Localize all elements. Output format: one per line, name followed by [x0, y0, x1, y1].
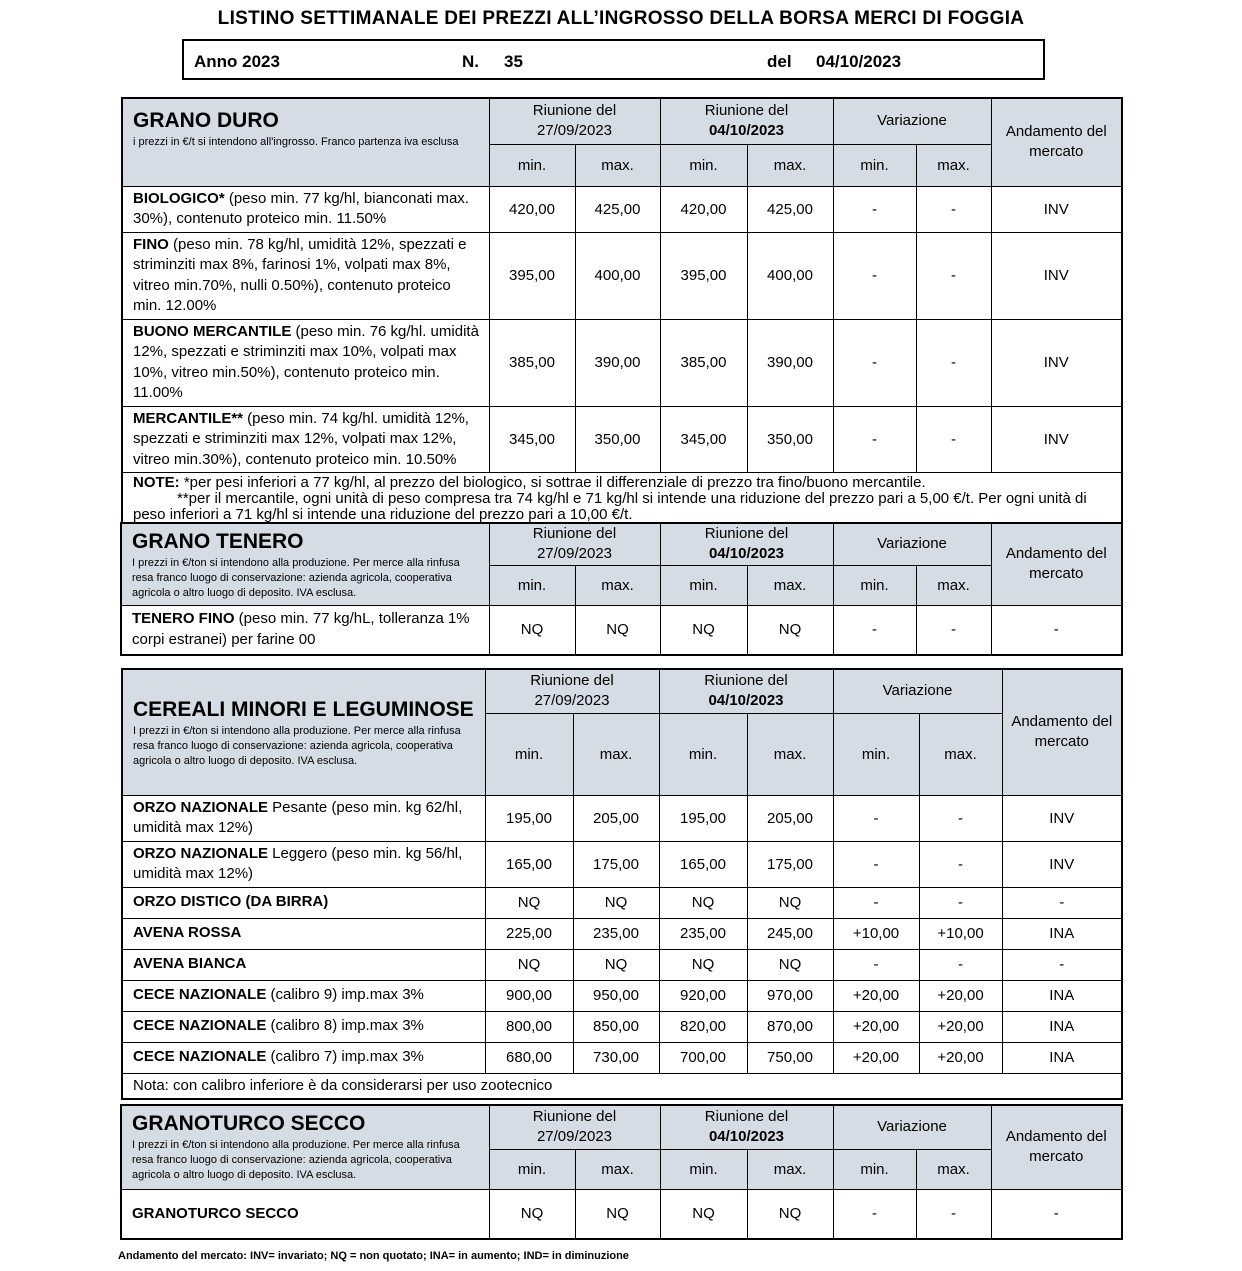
- market-trend: INV: [1002, 841, 1122, 887]
- product-spec: Pesante (peso min. kg 62/hl, umidità max 12%): [133, 798, 463, 836]
- min-column-header: min.: [659, 713, 747, 795]
- variation-min: +10,00: [833, 918, 919, 949]
- riunione-prev-header: Riunione del 27/09/2023: [489, 98, 660, 144]
- variation-min: +20,00: [833, 980, 919, 1011]
- product-name: ORZO DISTICO (DA BIRRA): [133, 893, 329, 911]
- market-trend: INV: [991, 406, 1122, 473]
- prev-max-price: NQ: [575, 1189, 660, 1239]
- table-row: [122, 1011, 1122, 1042]
- prev-min-price: NQ: [485, 949, 573, 980]
- section-description: I prezzi in €/ton si intendono alla produzione. Per merce alla rinfusa resa franco luogo di conservazione: azienda agricola, cooperativa agricola o altro luogo di deposito. IVA esclusa.: [132, 1139, 460, 1181]
- curr-min-price: 920,00: [659, 980, 747, 1011]
- prev-max-price: 390,00: [575, 319, 660, 406]
- table-row: [122, 1042, 1122, 1073]
- andamento-header: Andamento del mercato: [991, 1105, 1122, 1189]
- number-value: 35: [504, 52, 523, 71]
- prev-max-price: NQ: [573, 887, 659, 918]
- variation-max: -: [916, 232, 991, 319]
- market-trend-legend: Andamento del mercato: INV= invariato; NQ = non quotato; INA= in aumento; IND= in diminuzione: [118, 1250, 629, 1262]
- table-row: [121, 1189, 1122, 1239]
- prev-min-price: 165,00: [485, 841, 573, 887]
- product-name: ORZO NAZIONALE: [133, 798, 268, 816]
- product-spec: (calibro 7) imp.max 3%: [266, 1048, 424, 1066]
- variazione-header: Variazione: [833, 1105, 991, 1149]
- table-row: [122, 406, 1122, 473]
- anno-label: Anno 2023: [194, 52, 280, 71]
- variazione-header: Variazione: [833, 523, 991, 565]
- product-description: [122, 1042, 485, 1073]
- product-description: [122, 980, 485, 1011]
- curr-max-price: 205,00: [747, 795, 833, 841]
- curr-min-price: 195,00: [659, 795, 747, 841]
- variation-max: -: [916, 406, 991, 473]
- market-trend: -: [991, 605, 1122, 655]
- max-column-header: max.: [747, 144, 833, 186]
- market-trend: -: [1002, 949, 1122, 980]
- grano-duro-table: [121, 97, 1123, 527]
- max-column-header: max.: [575, 144, 660, 186]
- section-header-cereali: [122, 669, 485, 795]
- table-row: [122, 841, 1122, 887]
- product-name: AVENA BIANCA: [133, 955, 247, 973]
- prev-min-price: NQ: [485, 887, 573, 918]
- curr-max-price: NQ: [747, 887, 833, 918]
- section-header-grano-duro: [122, 98, 489, 186]
- max-column-header: max.: [747, 1149, 833, 1189]
- variation-max: +20,00: [919, 1042, 1002, 1073]
- document-title: LISTINO SETTIMANALE DEI PREZZI ALL’INGROSSO DELLA BORSA MERCI DI FOGGIA: [217, 8, 1025, 29]
- section-header-grano-tenero: [121, 523, 489, 605]
- table-row: [122, 319, 1122, 406]
- market-trend: INA: [1002, 918, 1122, 949]
- product-name: FINO: [133, 235, 169, 253]
- prev-max-price: NQ: [573, 949, 659, 980]
- max-column-header: max.: [575, 565, 660, 605]
- notes: [122, 473, 1122, 527]
- market-trend: -: [991, 1189, 1122, 1239]
- variation-max: -: [919, 887, 1002, 918]
- variation-max: -: [919, 949, 1002, 980]
- product-name: MERCANTILE**: [133, 409, 244, 427]
- min-column-header: min.: [833, 565, 916, 605]
- curr-min-price: 420,00: [660, 186, 747, 232]
- product-description: [122, 918, 485, 949]
- product-name: CECE NAZIONALE: [133, 1017, 267, 1035]
- prev-min-price: 680,00: [485, 1042, 573, 1073]
- min-column-header: min.: [833, 713, 919, 795]
- max-column-header: max.: [916, 1149, 991, 1189]
- prev-min-price: NQ: [489, 605, 575, 655]
- prev-max-price: 950,00: [573, 980, 659, 1011]
- curr-min-price: 345,00: [660, 406, 747, 473]
- riunione-prev-header: Riunione del 27/09/2023: [489, 523, 660, 565]
- max-column-header: max.: [747, 713, 833, 795]
- variation-max: +10,00: [919, 918, 1002, 949]
- variation-min: -: [833, 841, 919, 887]
- product-description: [122, 232, 489, 319]
- variation-max: -: [916, 1189, 991, 1239]
- market-trend: INA: [1002, 1042, 1122, 1073]
- product-description: [122, 841, 485, 887]
- product-spec: Leggero (peso min. kg 56/hl, umidità max 12%): [133, 844, 463, 882]
- product-description: [122, 319, 489, 406]
- product-description: [122, 949, 485, 980]
- curr-min-price: 700,00: [659, 1042, 747, 1073]
- table-row: [121, 605, 1122, 655]
- variation-max: -: [916, 605, 991, 655]
- table-row: [122, 186, 1122, 232]
- table-row: [122, 795, 1122, 841]
- prev-max-price: 425,00: [575, 186, 660, 232]
- max-column-header: max.: [575, 1149, 660, 1189]
- market-trend: INV: [991, 232, 1122, 319]
- note-2: **per il mercantile, ogni unità di peso compresa tra 74 kg/hl e 71 kg/hl si intende una riduzione del prezzo pari a 5,00 €/t. Per ogni unità di peso inferiori a 71 kg/hl si intende una riduzione del prezzo pari a 10,00 €/t.: [133, 490, 1087, 523]
- variation-min: -: [833, 406, 916, 473]
- riunione-curr-header: Riunione del 04/10/2023: [660, 98, 833, 144]
- max-column-header: max.: [919, 713, 1002, 795]
- market-trend: INA: [1002, 1011, 1122, 1042]
- product-description: [122, 795, 485, 841]
- product-description: [122, 1011, 485, 1042]
- variation-min: -: [833, 795, 919, 841]
- product-name: ORZO NAZIONALE: [133, 844, 268, 862]
- variation-min: -: [833, 1189, 916, 1239]
- section-title: GRANOTURCO SECCO: [132, 1112, 366, 1135]
- market-trend: -: [1002, 887, 1122, 918]
- prev-max-price: 205,00: [573, 795, 659, 841]
- riunione-prev-header: Riunione del 27/09/2023: [485, 669, 659, 713]
- curr-max-price: 870,00: [747, 1011, 833, 1042]
- curr-min-price: NQ: [659, 887, 747, 918]
- calibro-note: Nota: con calibro inferiore è da considerarsi per uso zootecnico: [122, 1073, 1122, 1099]
- curr-max-price: 245,00: [747, 918, 833, 949]
- riunione-curr-header: Riunione del 04/10/2023: [660, 523, 833, 565]
- curr-min-price: 165,00: [659, 841, 747, 887]
- section-description: I prezzi in €/ton si intendono alla produzione. Per merce alla rinfusa resa franco luogo di conservazione: azienda agricola, cooperativa agricola o altro luogo di deposito. IVA esclusa.: [132, 557, 460, 599]
- product-spec: (peso min. 77 kg/hL, tolleranza 1% corpi estranei) per farine 00: [132, 610, 470, 648]
- product-spec: (peso min. 74 kg/hl. umidità 12%, spezzati e striminziti max 12%, volpati max 12%, vitreo min.30%), contenuto proteico min. 10.50%: [133, 409, 469, 468]
- curr-min-price: NQ: [660, 1189, 747, 1239]
- max-column-header: max.: [916, 144, 991, 186]
- product-description: [122, 406, 489, 473]
- notes-label: NOTE:: [133, 474, 180, 491]
- prev-max-price: 730,00: [573, 1042, 659, 1073]
- max-column-header: max.: [747, 565, 833, 605]
- prev-min-price: 345,00: [489, 406, 575, 473]
- section-description: I prezzi in €/ton si intendono alla produzione. Per merce alla rinfusa resa franco luogo di conservazione: azienda agricola, cooperativa agricola o altro luogo di deposito. IVA esclusa.: [133, 725, 461, 767]
- prev-min-price: 420,00: [489, 186, 575, 232]
- notes-row: [122, 473, 1122, 527]
- prev-max-price: 850,00: [573, 1011, 659, 1042]
- product-spec: (peso min. 77 kg/hl, bianconati max. 30%), contenuto proteico min. 11.50%: [133, 189, 469, 227]
- curr-max-price: 400,00: [747, 232, 833, 319]
- variation-min: -: [833, 186, 916, 232]
- prev-min-price: 385,00: [489, 319, 575, 406]
- table-row: [122, 980, 1122, 1011]
- prev-min-price: 195,00: [485, 795, 573, 841]
- section-description: i prezzi in €/t si intendono all'ingrosso. Franco partenza iva esclusa: [133, 136, 459, 148]
- variation-max: -: [916, 319, 991, 406]
- curr-max-price: 425,00: [747, 186, 833, 232]
- min-column-header: min.: [833, 144, 916, 186]
- table-row: [122, 887, 1122, 918]
- section-title: GRANO TENERO: [132, 530, 304, 553]
- prev-max-price: 235,00: [573, 918, 659, 949]
- variation-min: -: [833, 949, 919, 980]
- product-description: [121, 1189, 489, 1239]
- variation-max: +20,00: [919, 980, 1002, 1011]
- max-column-header: max.: [916, 565, 991, 605]
- grano-tenero-table: [120, 522, 1123, 656]
- product-spec: (calibro 9) imp.max 3%: [266, 986, 424, 1004]
- note-1: *per pesi inferiori a 77 kg/hl, al prezzo del biologico, si sottrae il differenziale di prezzo tra fino/buono mercantile.: [179, 474, 926, 491]
- curr-max-price: 390,00: [747, 319, 833, 406]
- product-name: CECE NAZIONALE: [133, 986, 267, 1004]
- prev-max-price: 350,00: [575, 406, 660, 473]
- granoturco-secco-table: [120, 1104, 1123, 1240]
- table-row: [122, 232, 1122, 319]
- riunione-curr-header: Riunione del 04/10/2023: [660, 1105, 833, 1149]
- min-column-header: min.: [489, 144, 575, 186]
- curr-max-price: 750,00: [747, 1042, 833, 1073]
- variation-max: +20,00: [919, 1011, 1002, 1042]
- curr-min-price: NQ: [660, 605, 747, 655]
- product-spec: (peso min. 76 kg/hl. umidità 12%, spezzati e striminziti max 10%, volpati max 10%, vitreo min.50%), contenuto proteico min. 11.00%: [133, 322, 479, 401]
- variation-min: -: [833, 319, 916, 406]
- table-row: [122, 918, 1122, 949]
- section-header-granoturco: [121, 1105, 489, 1189]
- market-trend: INV: [991, 186, 1122, 232]
- andamento-header: Andamento del mercato: [991, 523, 1122, 605]
- curr-max-price: NQ: [747, 1189, 833, 1239]
- curr-max-price: 970,00: [747, 980, 833, 1011]
- curr-max-price: 350,00: [747, 406, 833, 473]
- prev-max-price: 175,00: [573, 841, 659, 887]
- date-value: 04/10/2023: [816, 52, 902, 71]
- prev-min-price: 225,00: [485, 918, 573, 949]
- product-name: BUONO MERCANTILE: [133, 322, 292, 340]
- curr-max-price: 175,00: [747, 841, 833, 887]
- min-column-header: min.: [660, 565, 747, 605]
- number-label: N.: [462, 52, 479, 71]
- variation-min: +20,00: [833, 1011, 919, 1042]
- product-spec: (peso min. 78 kg/hl, umidità 12%, spezzati e striminziti max 8%, farinosi 1%, volpati max 8%, vitreo min.70%, nulli 0.50%), contenuto proteico min. 12.00%: [133, 235, 467, 314]
- market-trend: INV: [991, 319, 1122, 406]
- product-name: AVENA ROSSA: [133, 924, 242, 942]
- product-name: TENERO FINO: [132, 610, 235, 628]
- min-column-header: min.: [660, 144, 747, 186]
- curr-max-price: NQ: [747, 949, 833, 980]
- variation-max: -: [919, 841, 1002, 887]
- market-trend: INA: [1002, 980, 1122, 1011]
- prev-min-price: 900,00: [485, 980, 573, 1011]
- prev-min-price: NQ: [489, 1189, 575, 1239]
- prev-min-price: 395,00: [489, 232, 575, 319]
- min-column-header: min.: [833, 1149, 916, 1189]
- product-description: [122, 887, 485, 918]
- variazione-header: Variazione: [833, 98, 991, 144]
- curr-min-price: 235,00: [659, 918, 747, 949]
- curr-min-price: NQ: [659, 949, 747, 980]
- min-column-header: min.: [660, 1149, 747, 1189]
- issue-header-box: [182, 39, 1045, 80]
- prev-max-price: 400,00: [575, 232, 660, 319]
- table-row: [122, 949, 1122, 980]
- variation-max: -: [916, 186, 991, 232]
- market-trend: INV: [1002, 795, 1122, 841]
- variazione-header: Variazione: [833, 669, 1002, 713]
- prev-min-price: 800,00: [485, 1011, 573, 1042]
- andamento-header: Andamento del mercato: [991, 98, 1122, 186]
- cereali-minori-table: [121, 668, 1123, 1100]
- curr-min-price: 820,00: [659, 1011, 747, 1042]
- variation-min: -: [833, 232, 916, 319]
- product-name: BIOLOGICO*: [133, 189, 225, 207]
- riunione-curr-header: Riunione del 04/10/2023: [659, 669, 833, 713]
- min-column-header: min.: [485, 713, 573, 795]
- product-name: GRANOTURCO SECCO: [132, 1204, 299, 1222]
- notes-row: [122, 1073, 1122, 1099]
- riunione-prev-header: Riunione del 27/09/2023: [489, 1105, 660, 1149]
- product-description: [121, 605, 489, 655]
- variation-min: -: [833, 605, 916, 655]
- product-spec: (calibro 8) imp.max 3%: [266, 1017, 424, 1035]
- andamento-header: Andamento del mercato: [1002, 669, 1122, 795]
- product-description: [122, 186, 489, 232]
- variation-max: -: [919, 795, 1002, 841]
- min-column-header: min.: [489, 565, 575, 605]
- max-column-header: max.: [573, 713, 659, 795]
- min-column-header: min.: [489, 1149, 575, 1189]
- date-label: del: [767, 52, 792, 71]
- prev-max-price: NQ: [575, 605, 660, 655]
- curr-min-price: 395,00: [660, 232, 747, 319]
- variation-min: -: [833, 887, 919, 918]
- variation-min: +20,00: [833, 1042, 919, 1073]
- section-title: CEREALI MINORI E LEGUMINOSE: [133, 698, 474, 721]
- section-title: GRANO DURO: [133, 109, 279, 132]
- product-name: CECE NAZIONALE: [133, 1048, 267, 1066]
- curr-min-price: 385,00: [660, 319, 747, 406]
- curr-max-price: NQ: [747, 605, 833, 655]
